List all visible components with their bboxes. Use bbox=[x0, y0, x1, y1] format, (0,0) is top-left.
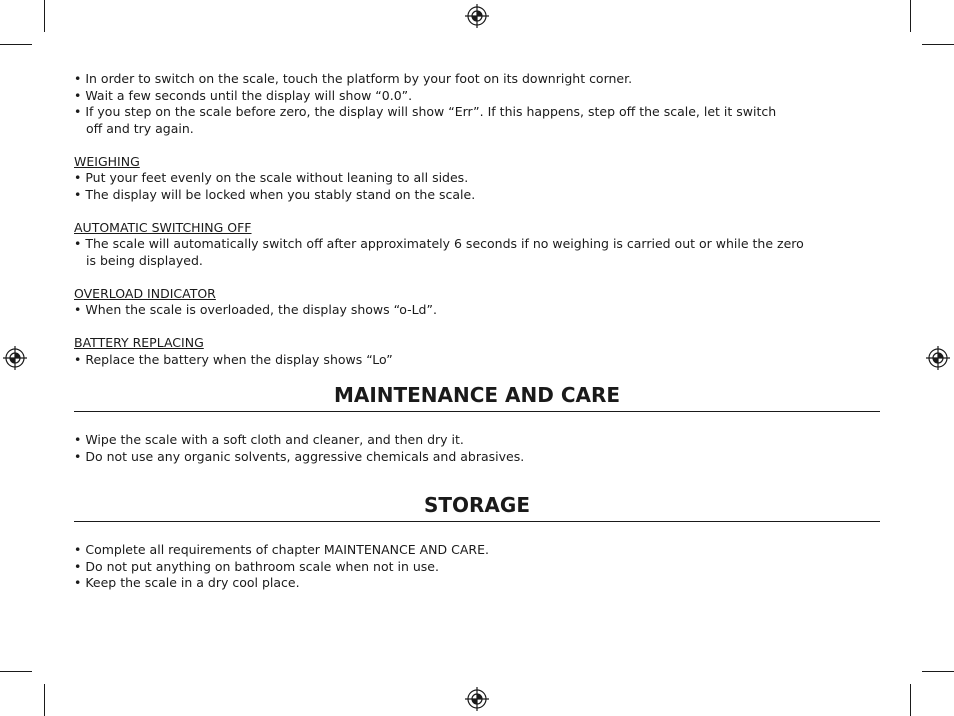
storage-bullet: • Complete all requirements of chapter MAINTENANCE AND CARE. bbox=[74, 542, 489, 557]
overload-section bbox=[74, 286, 880, 319]
overload-heading: OVERLOAD INDICATOR bbox=[74, 285, 216, 301]
weighing-bullet: • The display will be locked when you stably stand on the scale. bbox=[74, 186, 476, 202]
battery-section bbox=[74, 335, 880, 368]
weighing-bullet: • Put your feet evenly on the scale without leaning to all sides. bbox=[74, 170, 469, 185]
auto-off-section bbox=[74, 220, 880, 270]
crop-mark-top-right-v bbox=[910, 0, 911, 32]
storage-title: STORAGE bbox=[423, 493, 530, 517]
crop-mark-bottom-right-h bbox=[922, 671, 954, 672]
intro-bullet: • If you step on the scale before zero, the display will show “Err”. If this happens, step off the scale, let it switch bbox=[74, 104, 777, 119]
weighing-heading: WEIGHING bbox=[74, 153, 140, 169]
storage-section bbox=[74, 491, 880, 592]
maintenance-section bbox=[74, 381, 880, 465]
storage-bullet: • Keep the scale in a dry cool place. bbox=[74, 575, 300, 590]
battery-heading: BATTERY REPLACING bbox=[74, 335, 204, 350]
weighing-section bbox=[74, 154, 880, 204]
intro-section bbox=[74, 71, 880, 137]
crop-mark-top-right-h bbox=[922, 44, 954, 45]
registration-mark-icon bbox=[3, 346, 27, 370]
auto-off-bullet: • The scale will automatically switch off after approximately 6 seconds if no weighing is carried out or while the zero bbox=[74, 236, 804, 251]
registration-mark-icon bbox=[465, 687, 489, 711]
crop-mark-bottom-left-v bbox=[44, 684, 45, 716]
crop-mark-top-left-v bbox=[44, 0, 45, 32]
crop-mark-bottom-left-h bbox=[0, 671, 32, 672]
registration-mark-icon bbox=[926, 346, 950, 370]
intro-bullet: • Wait a few seconds until the display will show “0.0”. bbox=[74, 87, 413, 103]
maintenance-bullet: • Do not use any organic solvents, aggressive chemicals and abrasives. bbox=[74, 448, 525, 464]
intro-bullet-continuation: off and try again. bbox=[86, 120, 194, 136]
auto-off-continuation: is being displayed. bbox=[86, 252, 203, 268]
intro-bullet: • In order to switch on the scale, touch the platform by your foot on its downright corner. bbox=[74, 71, 633, 86]
maintenance-title: MAINTENANCE AND CARE bbox=[333, 383, 621, 407]
maintenance-bullet: • Wipe the scale with a soft cloth and cleaner, and then dry it. bbox=[74, 432, 464, 447]
auto-off-heading: AUTOMATIC SWITCHING OFF bbox=[74, 219, 252, 235]
storage-bullet: • Do not put anything on bathroom scale when not in use. bbox=[74, 558, 439, 574]
overload-bullet: • When the scale is overloaded, the display shows “o-Ld”. bbox=[74, 302, 437, 317]
crop-mark-top-left-h bbox=[0, 44, 32, 45]
crop-mark-bottom-right-v bbox=[910, 684, 911, 716]
registration-mark-icon bbox=[465, 4, 489, 28]
battery-bullet: • Replace the battery when the display shows “Lo” bbox=[74, 351, 393, 367]
document-body bbox=[74, 71, 880, 592]
